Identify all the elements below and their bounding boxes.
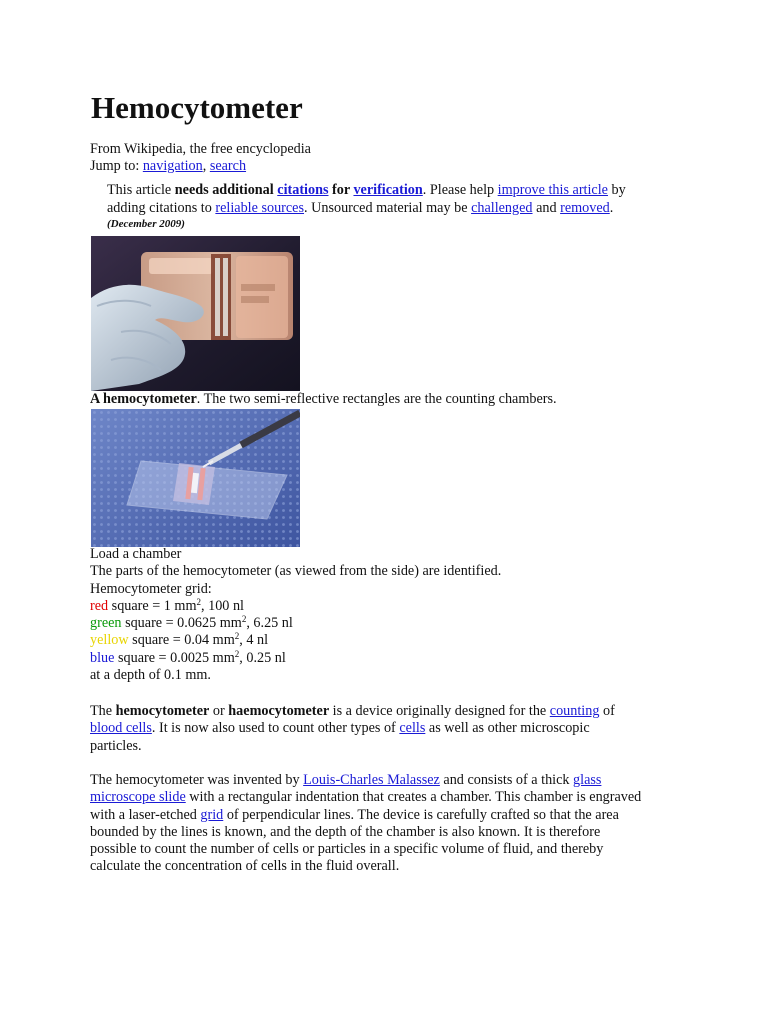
text: as well as other microscopic [425, 720, 590, 737]
grid-red [90, 598, 690, 615]
improve-article-link[interactable]: improve this article [497, 182, 608, 198]
search-link[interactable]: search [209, 158, 247, 174]
para2-line2 [90, 789, 690, 806]
verification-link[interactable]: verification [353, 182, 423, 198]
load-chamber-photo [91, 409, 300, 547]
notice-bold: needs additional [174, 182, 278, 198]
para2-line3 [90, 807, 690, 824]
notice-text: . Unsourced material may be [304, 200, 472, 216]
citations-link[interactable]: citations [277, 182, 329, 198]
para2-line6: calculate the concentration of cells in the fluid overall. [90, 858, 400, 875]
grid-blue [90, 650, 690, 667]
notice-text: . [609, 200, 614, 216]
text: . It is now also used to count other types of [151, 720, 400, 737]
text: of [599, 703, 615, 719]
subtitle: From Wikipedia, the free encyclopedia [90, 141, 311, 157]
red-sup: 2 [196, 596, 202, 607]
navigation-link[interactable]: navigation [142, 158, 203, 174]
blue-text: square = 0.0025 mm [114, 649, 235, 666]
jump-to [90, 158, 246, 176]
notice-line-1 [107, 181, 626, 199]
notice-text: adding citations to [107, 200, 216, 216]
reliable-sources-link[interactable]: reliable sources [215, 200, 305, 216]
notice-date: (December 2009) [107, 218, 185, 230]
cells-link[interactable]: cells [399, 720, 426, 737]
text: or [209, 703, 229, 719]
text: with a rectangular indentation that creates a chamber. This chamber is engraved [185, 789, 642, 806]
intro-paragraph [90, 703, 690, 755]
para1-line2 [90, 720, 690, 737]
blue-text-2: , 0.25 nl [239, 649, 286, 666]
caption-text: . The two semi-reflective rectangles are the counting chambers. [196, 391, 557, 407]
glass-link[interactable]: glass [573, 772, 602, 788]
image-caption-2 [90, 546, 690, 684]
red-text: square = 1 mm [108, 597, 197, 614]
yellow-text-2: , 4 nl [239, 632, 269, 649]
blood-cells-link[interactable]: blood cells [90, 720, 152, 737]
counting-link[interactable]: counting [549, 703, 600, 719]
notice-text: by [607, 182, 626, 198]
caption-load: Load a chamber [90, 546, 182, 562]
grid-yellow [90, 632, 690, 649]
notice-line-2 [107, 199, 626, 217]
green-sup: 2 [241, 614, 247, 625]
jump-prefix: Jump to: [90, 158, 143, 174]
text: The [90, 703, 116, 719]
para2-line5: possible to count the number of cells or particles in a specific volume of fluid, and thereby [90, 841, 604, 858]
text: of perpendicular lines. The device is carefully crafted so that the area [223, 806, 619, 823]
red-text-2: , 100 nl [201, 597, 244, 614]
grid-green [90, 615, 690, 632]
image-caption-1 [90, 391, 557, 409]
yellow-sup: 2 [234, 631, 240, 642]
caption-depth: at a depth of 0.1 mm. [90, 667, 211, 684]
caption-bold: A hemocytometer [90, 391, 197, 407]
removed-link[interactable]: removed [560, 200, 610, 216]
history-paragraph [90, 772, 690, 876]
notice-text: and [532, 200, 561, 216]
green-text-2: , 6.25 nl [246, 615, 293, 632]
text: The hemocytometer was invented by [90, 772, 304, 788]
para1-line1 [90, 703, 690, 720]
text: with a laser-etched [90, 806, 201, 823]
grid-link[interactable]: grid [200, 806, 224, 823]
text: is a device originally designed for the [329, 703, 550, 719]
malassez-link[interactable]: Louis-Charles Malassez [303, 772, 440, 788]
term-haemocytometer: haemocytometer [228, 703, 330, 719]
yellow-text: square = 0.04 mm [128, 632, 235, 649]
green-word: green [90, 615, 122, 632]
red-word: red [90, 597, 109, 614]
term-hemocytometer: hemocytometer [115, 703, 210, 719]
blue-word: blue [90, 649, 115, 666]
notice-text: . Please help [422, 182, 498, 198]
jump-separator: , [202, 158, 210, 174]
notice-bold-for: for [328, 182, 354, 198]
caption-parts: The parts of the hemocytometer (as viewed from the side) are identified. [90, 563, 502, 580]
citation-notice [107, 181, 626, 231]
hemocytometer-photo [91, 236, 300, 391]
text: and consists of a thick [439, 772, 574, 788]
para2-line1 [90, 772, 690, 789]
caption-grid: Hemocytometer grid: [90, 580, 212, 597]
microscope-slide-link[interactable]: microscope slide [90, 789, 186, 806]
notice-text: This article [107, 182, 175, 198]
yellow-word: yellow [90, 632, 129, 649]
page-title: Hemocytometer [91, 90, 303, 125]
para2-line4: bounded by the lines is known, and the depth of the chamber is also known. It is therefore [90, 823, 601, 840]
blue-sup: 2 [234, 648, 240, 659]
challenged-link[interactable]: challenged [471, 200, 533, 216]
para1-line3: particles. [90, 737, 142, 754]
green-text: square = 0.0625 mm [121, 615, 242, 632]
